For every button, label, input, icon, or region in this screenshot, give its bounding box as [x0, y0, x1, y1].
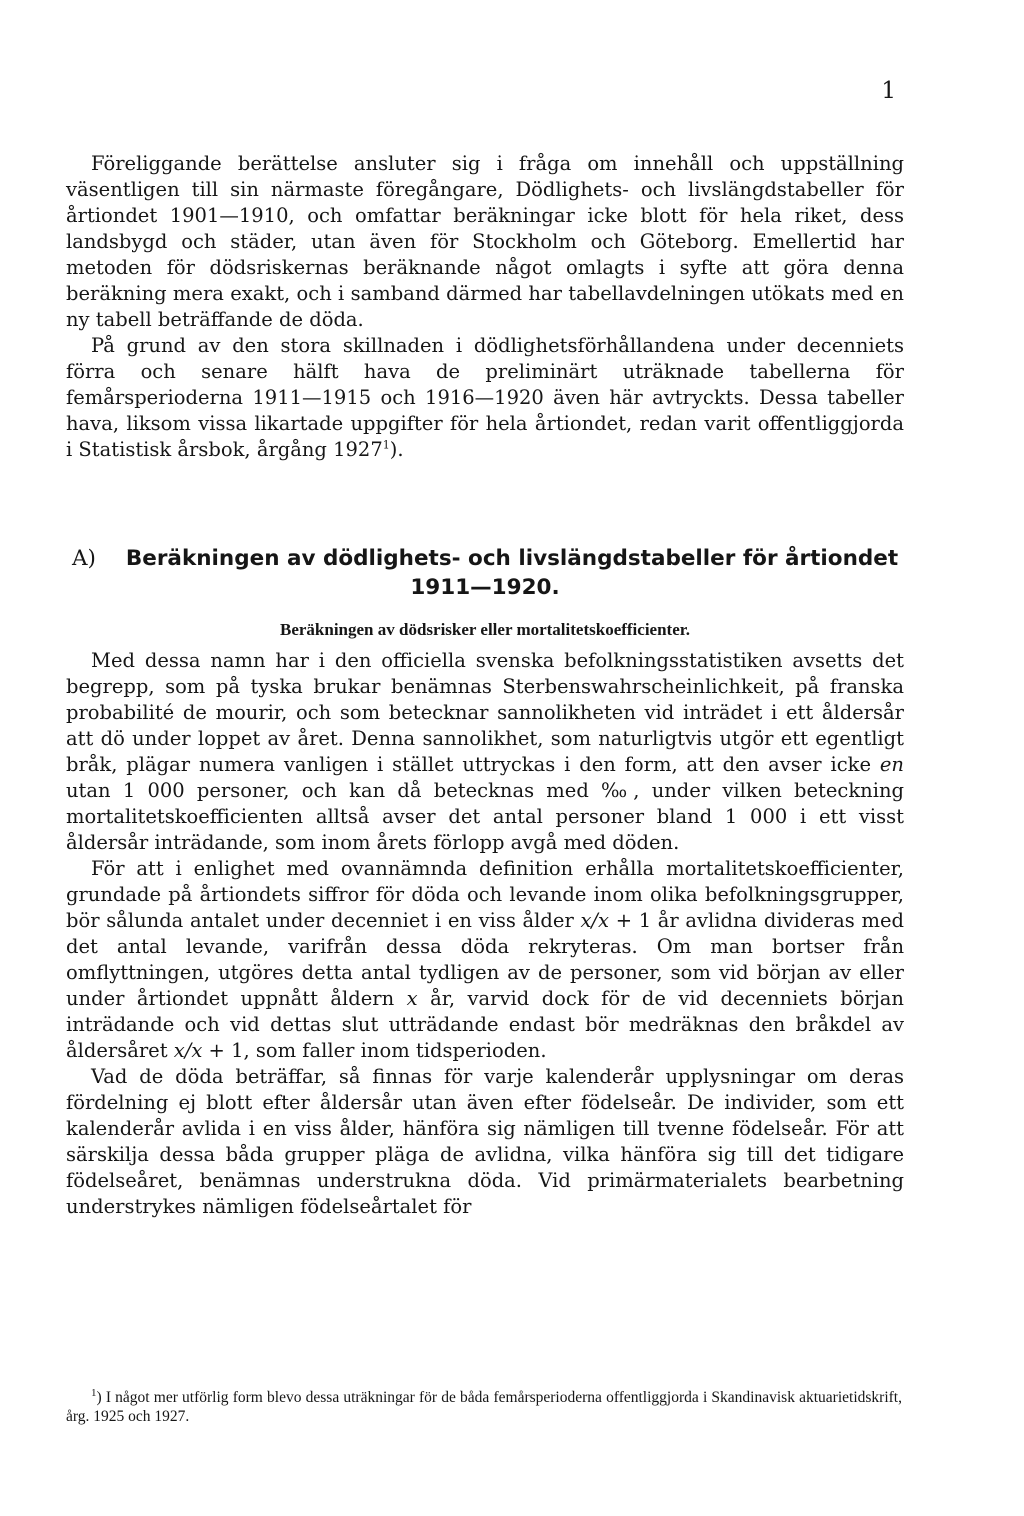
- main-text: [66, 648, 904, 1220]
- section-subheading: Beräkningen av dödsrisker eller mortalitetskoefficienter.: [280, 620, 690, 639]
- footnote-text: ) I något mer utförlig form blevo dessa uträkningar för de båda femårsperioderna offentliggjorda i Skandinavisk aktuarietidskrift, årg. 1925 och 1927.: [66, 1389, 902, 1425]
- paragraph-text: + 1 år avlidna divideras med det antal levande, varifrån dessa döda rekryteras. Om man bortser från omflyttningen, utgöres detta antal tydligen av de personer, som vid början av eller under årtiondet uppnått åldern: [66, 909, 904, 1010]
- math-expression: x: [406, 987, 418, 1010]
- paragraph-text: För att i enlighet med ovannämnda definition erhålla mortalitetskoefficienter, grundade på årtiondets siffror för döda och levande inom olika befolkningsgrupper, bör sålunda antalet under decenniet i en viss ålder: [66, 857, 904, 932]
- paragraph-text-end: ).: [389, 438, 404, 461]
- footnote-reference[interactable]: 1: [382, 438, 390, 452]
- section-title-line2: 1911—1920.: [410, 575, 560, 600]
- section-heading: [66, 544, 904, 602]
- paragraph-text: utan 1 000 personer, och kan då betecknas med ‰, under vilken beteckning mortalitetskoefficienten alltså avser det antal personer bland 1 000 i ett visst åldersår inträdande, som inom årets förlopp avgå med döden.: [66, 779, 904, 854]
- paragraph-text: + 1, som faller inom tidsperioden.: [202, 1039, 547, 1062]
- paragraph-text: Med dessa namn har i den officiella svenska befolkningsstatistiken avsetts det begrepp, som på tyska brukar benämnas Sterbenswahrscheinlichkeit, på franska probabilité de mourir, och som betecknar sannolikheten vid inträdet i ett åldersår att dö under loppet av året. Denna sannolikhet, som naturligtvis utgör ett egentligt bråk, plägar numera vanligen i stället uttryckas i den form, att den avser icke: [66, 649, 904, 776]
- page-number: 1: [881, 78, 896, 104]
- section-prefix: A): [72, 546, 96, 571]
- paragraph-text: år, varvid dock för de vid decenniets början inträdande och vid dettas slut utträdande endast bör medräknas den bråkdel av åldersåret: [66, 987, 904, 1062]
- paragraph: [66, 333, 904, 463]
- math-expression: x/x: [173, 1039, 203, 1062]
- paragraph: [66, 856, 904, 1064]
- paragraph-text: På grund av den stora skillnaden i dödlighetsförhållandena under decenniets förra och senare hälft hava de preliminärt uträknade tabellerna för femårsperioderna 1911—1915 och 1916—1920 även här avtryckts. Dessa tabeller hava, liksom vissa likartade uppgifter för hela årtiondet, redan varit offentliggjorda i Statistisk årsbok, årgång 1927: [66, 334, 904, 461]
- emphasis: en: [879, 753, 904, 776]
- paragraph: Vad de döda beträffar, så finnas för varje kalenderår upplysningar om deras fördelning ej blott efter åldersår utan även efter födelseår. De individer, som ett kalenderår avlida i en viss ålder, hänföra sig nämligen till tvenne födelseår. För att särskilja dessa båda grupper pläga de avlidna, vilka hänföra sig till det tidigare födelseåret, benämnas understrukna döda. Vid primärmaterialets bearbetning understrykes nämligen födelseårtalet för: [66, 1065, 904, 1218]
- paragraph: [66, 648, 904, 856]
- footnote: [66, 1388, 902, 1426]
- intro-text: [66, 151, 904, 463]
- footnote-mark: 1: [91, 1386, 97, 1399]
- section-title-line1: Beräkningen av dödlighets- och livslängdstabeller för årtiondet: [125, 546, 899, 571]
- math-expression: x/x: [580, 909, 610, 932]
- paragraph: Föreliggande berättelse ansluter sig i fråga om innehåll och uppställning väsentligen till sin närmaste föregångare, Dödlighets- och livslängdstabeller för årtiondet 1901—1910, och omfattar beräkningar icke blott för hela riket, dess landsbygd och städer, utan även för Stockholm och Göteborg. Emellertid har metoden för dödsriskernas beräknande något omlagts i syfte att göra denna beräkning mera exakt, och i samband därmed har tabellavdelningen utökats med en ny tabell beträffande de döda.: [66, 152, 904, 331]
